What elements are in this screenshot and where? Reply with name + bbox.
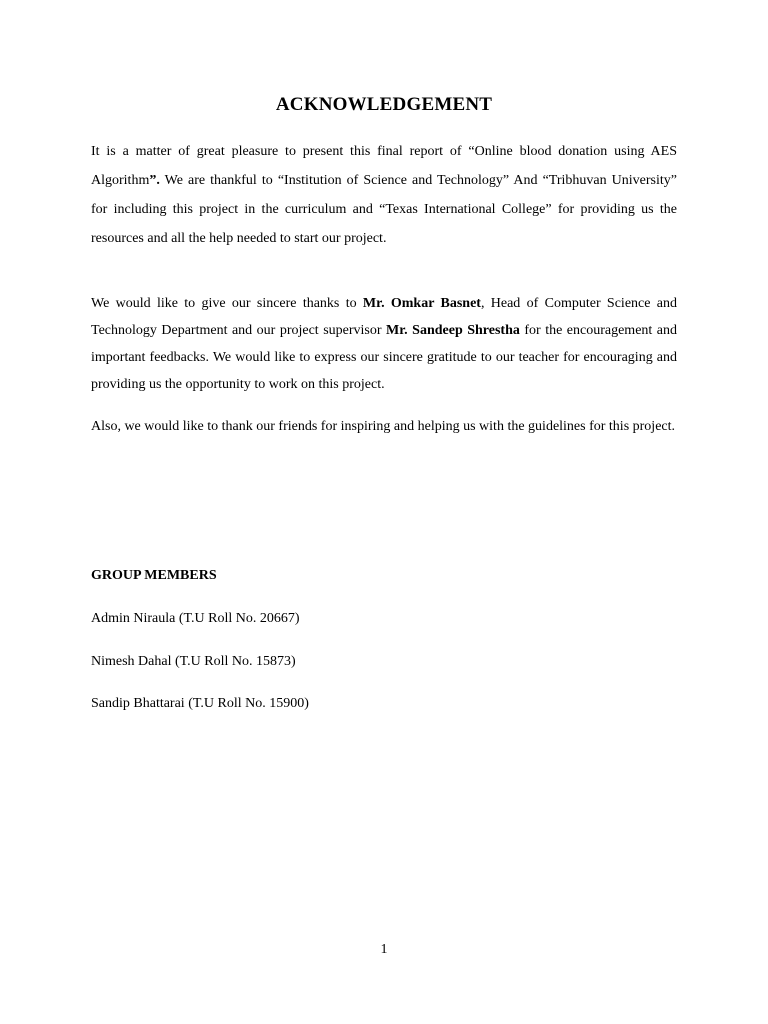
page-title: ACKNOWLEDGEMENT [275,94,493,115]
friends-paragraph: Also, we would like to thank our friends for inspiring and helping us with the guidelines for this project. [91,419,676,434]
head-of-department-name: Mr. Omkar Basnet [362,296,481,311]
intro-paragraph [91,137,677,253]
intro-text-end: We are thankful to “Institution of Science and Technology” And “Tribhuvan University” for including this project in the curriculum and “Texas International College” for providing us the resources and all the help needed to start our project. [91,173,677,246]
thanks-text-end: for the encouragement and important feedbacks. We would like to express our sincere gratitude to our teacher for encouraging and providing us the opportunity to work on this project. [91,323,678,392]
intro-text-start: It is a matter of great pleasure to present this final report of “Online blood donation using AES Algorithm [91,144,677,188]
group-members-heading: GROUP MEMBERS [91,568,217,583]
supervisor-name: Mr. Sandeep Shrestha [386,323,520,338]
thanks-paragraph [91,290,677,398]
thanks-text-middle: , Head of Computer Science and Technology Department and our project supervisor [91,296,677,338]
group-member-item: Admin Niraula (T.U Roll No. 20667) [91,611,300,626]
group-member-item: Sandip Bhattarai (T.U Roll No. 15900) [91,696,309,711]
thanks-text-start: We would like to give our sincere thanks to [91,296,363,311]
group-member-item: Nimesh Dahal (T.U Roll No. 15873) [91,654,296,669]
page-number: 1 [380,942,388,957]
intro-closing-quote: ”. [149,173,160,188]
